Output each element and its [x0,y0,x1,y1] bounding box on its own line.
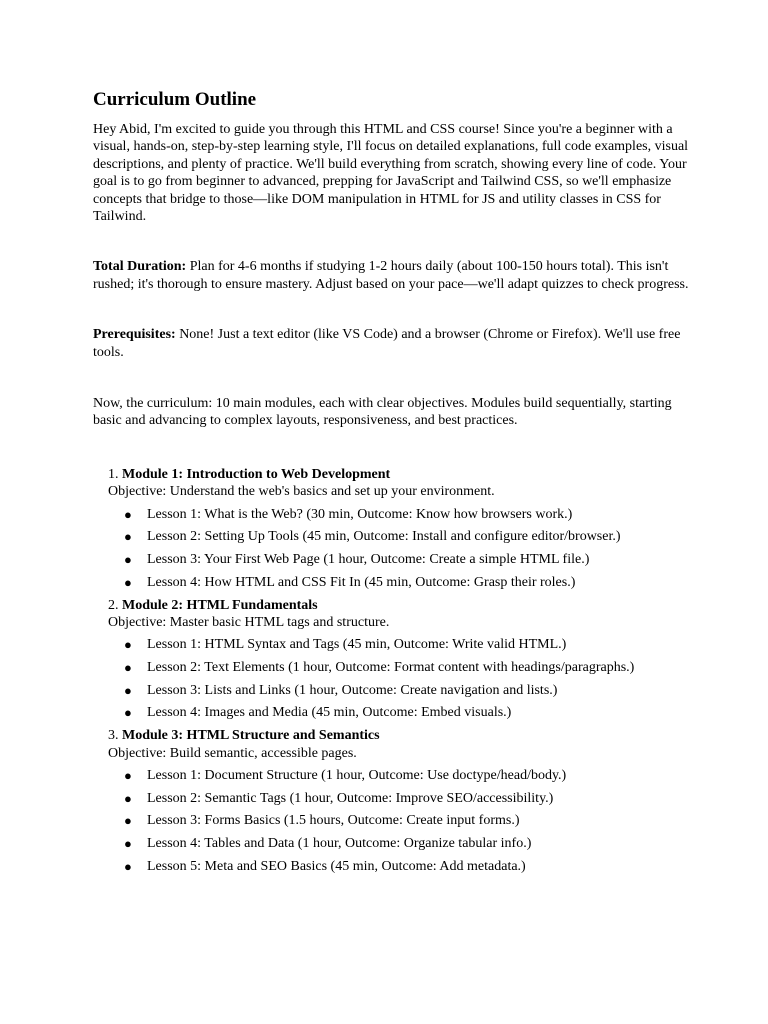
lesson-item [93,767,693,784]
lesson-text: Lesson 1: Document Structure (1 hour, Outcome: Use doctype/head/body.) [147,767,567,783]
bullet-icon: ● [124,529,132,545]
lesson-item [93,528,693,545]
lesson-list [93,767,693,875]
bullet-icon: ● [124,506,132,522]
module-objective: Objective: Build semantic, accessible pages. [108,745,357,761]
document-page [93,88,693,880]
lesson-text: Lesson 4: Tables and Data (1 hour, Outcome: Organize tabular info.) [147,836,532,852]
lesson-item [93,704,693,721]
module-list [93,466,693,875]
duration-paragraph [93,258,693,293]
bullet-icon: ● [124,836,132,852]
lesson-item [93,682,693,699]
module-title: Module 2: HTML Fundamentals [122,597,318,613]
lesson-text: Lesson 3: Lists and Links (1 hour, Outcome: Create navigation and lists.) [147,682,558,698]
lesson-text: Lesson 3: Your First Web Page (1 hour, Outcome: Create a simple HTML file.) [147,552,590,568]
lesson-item [93,812,693,829]
lesson-item [93,574,693,591]
curriculum-intro-paragraph: Now, the curriculum: 10 main modules, each with clear objectives. Modules build sequentially, starting basic and advancing to complex layouts, responsiveness, and best practices. [93,396,672,429]
bullet-icon: ● [124,637,132,653]
lesson-item [93,506,693,523]
bullet-icon: ● [124,813,132,829]
prerequisites-paragraph [93,326,693,361]
module-heading [93,466,693,483]
lesson-text: Lesson 1: What is the Web? (30 min, Outcome: Know how browsers work.) [147,506,573,522]
lesson-text: Lesson 3: Forms Basics (1.5 hours, Outcome: Create input forms.) [147,813,520,829]
lesson-item [93,659,693,676]
bullet-icon: ● [124,552,132,568]
module-item [93,597,693,722]
lesson-text: Lesson 5: Meta and SEO Basics (45 min, Outcome: Add metadata.) [147,858,526,874]
lesson-item [93,858,693,875]
lesson-text: Lesson 2: Text Elements (1 hour, Outcome: Format content with headings/paragraphs.) [147,660,635,676]
bullet-icon: ● [124,705,132,721]
lesson-item [93,835,693,852]
module-title: Module 3: HTML Structure and Semantics [122,728,380,744]
lesson-text: Lesson 2: Semantic Tags (1 hour, Outcome: Improve SEO/accessibility.) [147,790,554,806]
bullet-icon: ● [124,767,132,783]
intro-paragraph: Hey Abid, I'm excited to guide you through this HTML and CSS course! Since you're a beginner with a visual, hands-on, step-by-step learning style, I'll focus on detailed explanations, full code examples, visual descriptions, and plenty of practice. We'll build everything from scratch, showing every line of code. Your goal is to go from beginner to advanced, prepping for JavaScript and Tailwind CSS, so we'll emphasize concepts that bridge to those—like DOM manipulation in HTML for JS and utility classes in CSS for Tailwind. [93,122,689,225]
lesson-text: Lesson 1: HTML Syntax and Tags (45 min, Outcome: Write valid HTML.) [147,637,567,653]
lesson-item [93,636,693,653]
module-item [93,727,693,875]
page-title: Curriculum Outline [93,89,257,110]
module-objective: Objective: Understand the web's basics and set up your environment. [108,484,495,500]
bullet-icon: ● [124,574,132,590]
bullet-icon: ● [124,790,132,806]
lesson-item [93,551,693,568]
module-number: 1. [108,466,119,482]
prerequisites-label: Prerequisites: [93,327,176,343]
module-heading [93,597,693,614]
lesson-item [93,790,693,807]
lesson-text: Lesson 4: Images and Media (45 min, Outcome: Embed visuals.) [147,705,512,721]
bullet-icon: ● [124,660,132,676]
module-objective: Objective: Master basic HTML tags and structure. [108,614,390,630]
bullet-icon: ● [124,858,132,874]
lesson-text: Lesson 4: How HTML and CSS Fit In (45 min, Outcome: Grasp their roles.) [147,574,576,590]
lesson-list [93,506,693,592]
duration-label: Total Duration: [93,259,187,275]
module-number: 2. [108,597,119,613]
duration-text: Plan for 4-6 months if studying 1-2 hours daily (about 100-150 hours total). This isn't rushed; it's thorough to ensure mastery. Adjust based on your pace—we'll adapt quizzes to check progress. [93,259,689,292]
prerequisites-text: None! Just a text editor (like VS Code) and a browser (Chrome or Firefox). We'll use free tools. [93,327,681,360]
bullet-icon: ● [124,682,132,698]
module-title: Module 1: Introduction to Web Development [122,466,391,482]
lesson-list [93,636,693,722]
module-heading [93,727,693,744]
module-item [93,466,693,591]
lesson-text: Lesson 2: Setting Up Tools (45 min, Outcome: Install and configure editor/browser.) [147,529,621,545]
module-number: 3. [108,728,119,744]
